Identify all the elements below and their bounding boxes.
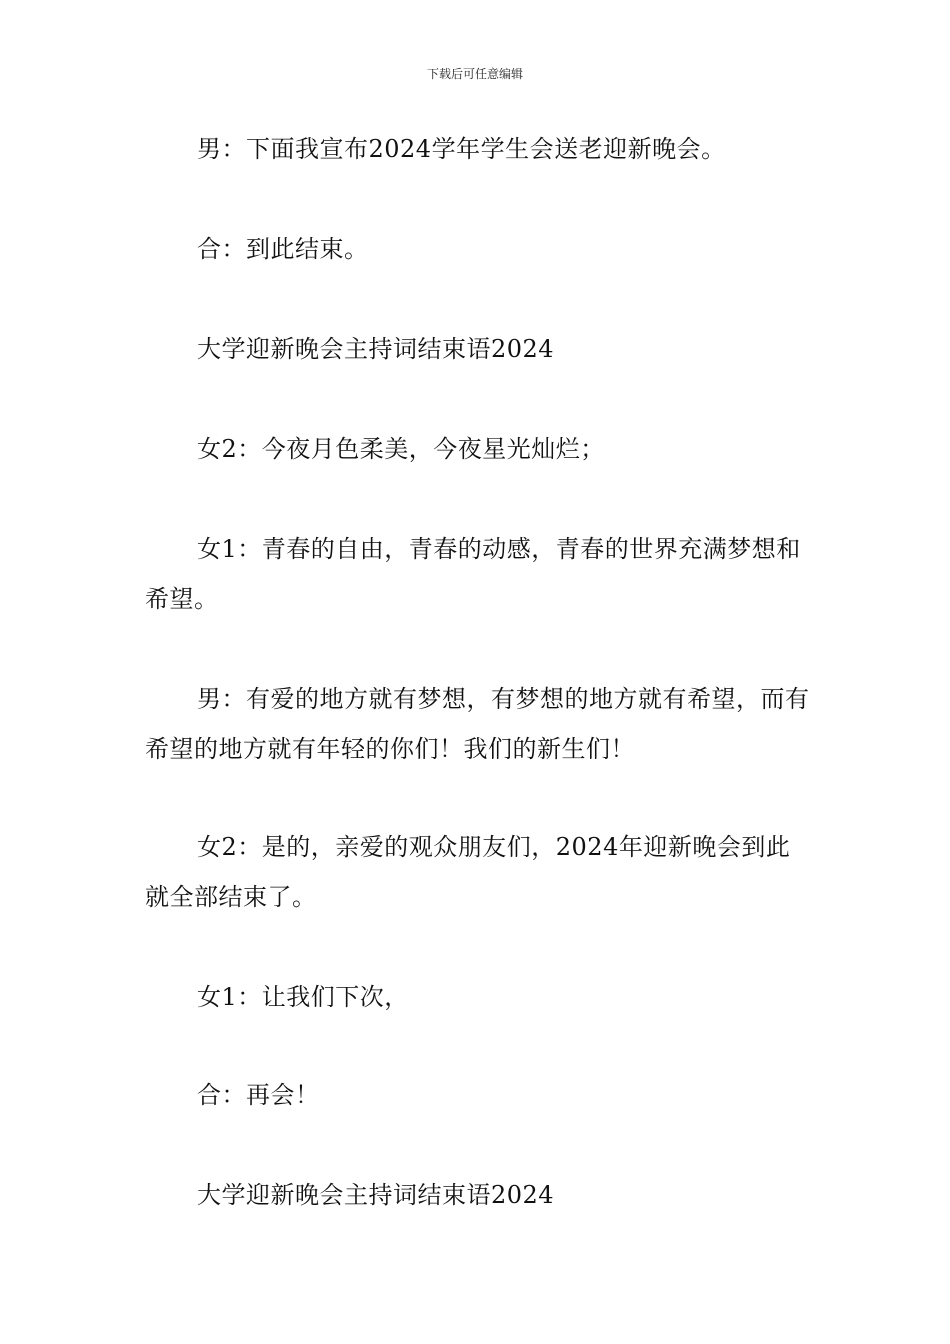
paragraph: 合：再会！ xyxy=(197,1081,320,1109)
paragraph: 女2：今夜月色柔美，今夜星光灿烂； xyxy=(197,435,605,463)
paragraph: 男：有爱的地方就有梦想，有梦想的地方就有希望，而有希望的地方就有年轻的你们！我们的新生们！ xyxy=(145,685,810,763)
paragraph: 合：到此结束。 xyxy=(197,235,369,263)
paragraph: 女1：让我们下次， xyxy=(197,983,409,1011)
paragraph: 大学迎新晚会主持词结束语2024 xyxy=(197,335,555,363)
paragraph: 大学迎新晚会主持词结束语2024 xyxy=(197,1181,555,1209)
paragraph: 男：下面我宣布2024学年学生会送老迎新晚会。 xyxy=(197,135,726,163)
paragraph: 女2：是的，亲爱的观众朋友们，2024年迎新晚会到此就全部结束了。 xyxy=(145,833,791,911)
page-header: 下载后可任意编辑 xyxy=(426,67,523,81)
paragraph: 女1：青春的自由，青春的动感，青春的世界充满梦想和希望。 xyxy=(145,535,801,613)
